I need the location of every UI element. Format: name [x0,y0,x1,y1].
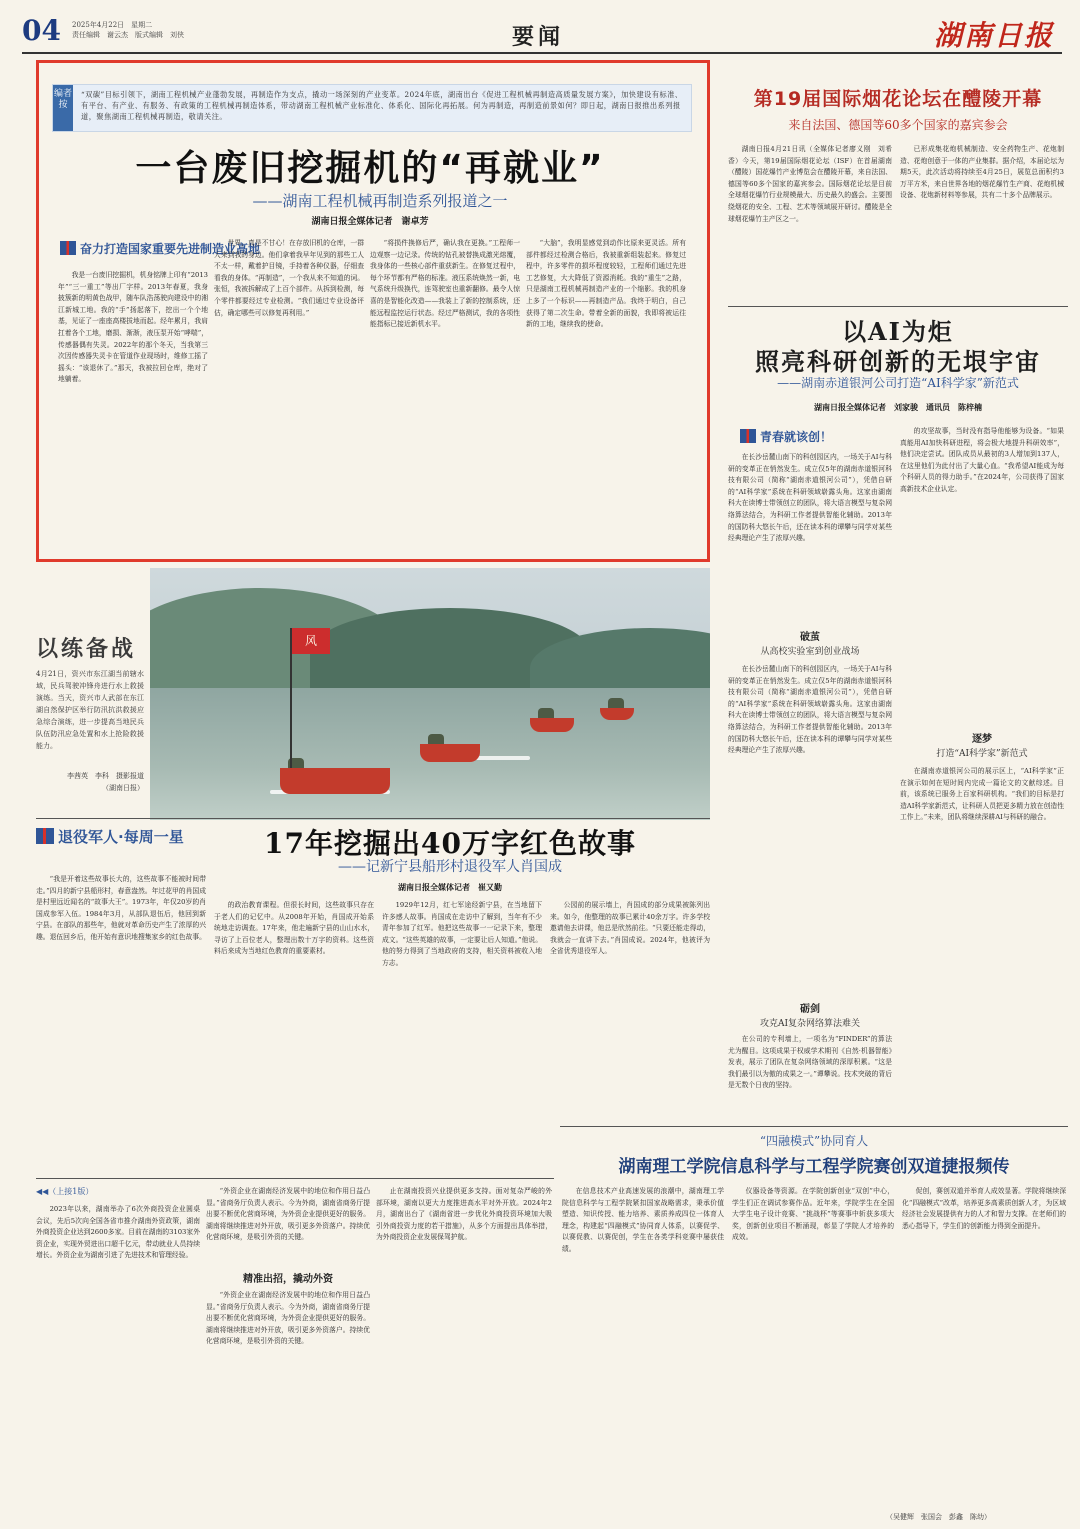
veteran-article-byline: 湖南日报全媒体记者 崔又勤 [398,882,502,892]
ai-article-byline: 湖南日报全媒体记者 刘家骏 通讯员 陈梓楠 [814,402,982,412]
veteran-column-2: 的政治教育课程。但很长时间，这些故事只存在于老人们的记忆中。从2008年开始，肖国成开始系统地走访调查。17年来，他走遍新宁县的山山水水，寻访了上百位老人，整理出数十万字的资料。这些资料后来成为当地红色教育的重要素材。 [214,901,374,956]
section-title: 要闻 [512,24,565,50]
divider [560,1126,1068,1127]
continued-column-2b: “外资企业在湖南经济发展中的地位和作用日益凸显。”省商务厅负责人表示。今为外商，湖南省商务厅提出要不断优化营商环境，为外资企业提供更好的服务。湖南将继续推进对外开放，吸引更多外资落户。持续优化营商环境，是吸引外资的关键。 [206,1291,370,1346]
section-emblem-icon [36,828,54,844]
photo-side-title: 以练备战 [36,637,137,662]
lead-article-column-4: “大脑”，我明显感觉到动作比原来更灵活。所有部件都经过检测合格后，我被重新组装起来。修复过程中，许多零件的损坏程度较轻，工程师们通过先进工艺修复，大大降低了资源消耗。我的“重生”之路，只是湖南工程机械再制造产业的一个缩影。我的机身上多了一个标识——再制造产品。我终于明白，自己获得了第二次生命。带着全新的面貌，我即将被运往新的工地，继续我的使命。 [526,239,686,329]
lead-article-title: 一台废旧挖掘机的“再就业” [135,148,605,189]
divider [36,818,710,819]
continued-column-2a: “外资企业在湖南经济发展中的地位和作用日益凸显。”省商务厅负责人表示。今为外商，湖南省商务厅提出要不断优化营商环境，为外资企业提供更好的服务。湖南将继续推进对外开放，吸引更多外资落户。持续优化营商环境，是吸引外资的关键。 [206,1187,370,1242]
divider [36,1178,554,1179]
ai-column-3: 在长沙岳麓山南下的科创园区内，一场关于AI与科研的变革正在悄然发生。成立仅5年的湖南赤道银河科技有限公司（简称“湖南赤道银河公司”），凭借自研的“AI科学家”系统在科研领域崭露头角。这家由湖南科大在读博士带领创立的团队，将大语言模型与复杂网络算法结合，为科研工作者提供智能化辅助。2013年的国防科大悠长午后，还在读本科的谭攀与同学对某些经典理论产生了浓厚兴趣。 [728,665,892,755]
college-article-kicker: “四融模式”协同育人 [759,1134,869,1148]
newspaper-logo: 湖南日报 [933,19,1054,52]
ai-column-1: 在长沙岳麓山南下的科创园区内，一场关于AI与科研的变革正在悄然发生。成立仅5年的湖南赤道银河科技有限公司（简称“湖南赤道银河公司”），凭借自研的“AI科学家”系统在科研领域崭露头角。这家由湖南科大在读博士带领创立的团队，将大语言模型与复杂网络算法结合，为科研工作者提供智能化辅助。2013年的国防科大悠长午后，还在读本科的谭攀与同学对某些经典理论产生了浓厚兴趣。 [728,453,892,543]
ai-heading-zhu-meng: 逐梦 [972,734,992,745]
college-column-2: 仪器设备等资源。在学院创新创业“双创”中心，学生们正在调试参赛作品。近年来，学院学生在全国大学生电子设计竞赛、“挑战杯”等赛事中斩获多项大奖，创新创业项目不断涌现，彰显了学院人才培养的成效。 [732,1187,894,1242]
ai-section-head [740,428,832,445]
date-line [72,20,184,40]
college-article-title: 湖南理工学院信息科学与工程学院赛创双道捷报频传 [618,1157,1010,1177]
ai-heading-po-jian: 破茧 [800,632,820,643]
veteran-column-4: 公园前的展示墙上，肖国成的部分成果被陈列出来。如今，他整理的故事已累计40余万字。许多学校邀请他去讲课，他总是欣然前往。“只要还能走得动，我就会一直讲下去。”肖国成说。2024年，他被评为全省优秀退役军人。 [550,901,710,956]
photo-boat [530,718,574,732]
continued-from-label: ◀◀（上接1版） [36,1187,94,1196]
lead-article-subtitle: ——湖南工程机械再制造系列报道之一 [252,192,508,210]
lead-article-column-3: “将损件换修后严，确认我在更换。”工程师一边观察一边记录。传统的钻孔被替换成激光熔覆，我身体的一些核心部件重获新生。在修复过程中，每个环节都有严格的标准。液压系统焕然一新，电气系统升级换代，连驾驶室也重新翻修。最令人惊喜的是智能化改造——我装上了新的控制系统，还能远程监控运行状态。经过严格测试，我的各项性能指标已接近新机水平。 [370,239,520,329]
veteran-column-1: “我是开着这些故事长大的，这些故事不能被时间带走。”四月的新宁县船形村，春意盎然。年过花甲的肖国成是村里远近闻名的“故事大王”。1973年，年仅20岁的肖国成参军入伍。1984年3月，从部队退伍后，他回到新宁县。在部队的那些年，他就对革命历史产生了浓厚的兴趣。退伍回乡后，他开始有意识地搜集家乡的红色故事。 [36,875,206,941]
photo-caption: 4月21日，资兴市东江湖当前辖水域，民兵驾驶冲锋舟进行水上救援演练。当天，资兴市人武部在东江湖自然保护区举行防汛抗洪救援应急综合演练，进一步提高当地民兵队伍防汛应急处置和水上抢险救援能力。 [36,670,144,750]
photo-boat [420,744,480,762]
lead-section-head-text: 奋力打造国家重要先进制造业高地 [80,242,261,256]
ai-article-title-line-1: 以AI为炬 [842,317,954,346]
lead-article-column-1: 我是一台废旧挖掘机，机身铭牌上印有“2013年”“三一重工”等出厂字样。2013年春夏，我身披簇新的明黄色战甲，随车队浩荡驶向建设中的湘江新城工地。我的“手”扬起落下，挖出一个个地基，见证了一座座高楼拔地而起。经年累月，我肩扛着各个工地，磨损、渐渐，液压泵开始“哮喘”，传感器偶有失灵。2022年的那个冬天，当我第三次因传感器失灵卡在管道作业现场时，维修工摇了摇头：“该退休了。”那天，我被拉回仓库，绝对了地躺着。 [58,271,208,384]
masthead [22,16,1062,54]
photo-credit-source: （湖南日报） [102,784,144,792]
news-photo-boat-drill [150,568,710,820]
divider [728,306,1068,307]
college-article-credit: （吴健辉 张国会 彭鑫 陈幼） [886,1513,991,1521]
veteran-article-subtitle: ——记新宁县船形村退役军人肖国成 [338,859,562,875]
photo-boat [600,708,634,720]
veteran-column-3: 1929年12月，红七军途经新宁县，在当地留下许多感人故事。肖国成在走访中了解到，当年有不少青年参加了红军。他把这些故事一一记录下来，整理成文。“这些英雄的故事，一定要让后人知道。”他说。他的努力得到了当地政府的支持，相关资料被收入地方志。 [382,901,542,967]
photo-credit [36,770,144,794]
college-column-3: 促创，赛创双道并举育人成效显著。学院将继续深化“四融模式”改革，培养更多高素质创新人才，为区域经济社会发展提供有力的人才和智力支撑。在老师们的悉心指导下，学生们的创新能力得到全面提升。 [902,1187,1066,1230]
ai-article-subtitle: ——湖南赤道银河公司打造“AI科学家”新范式 [777,376,1019,390]
ai-heading-zhu-meng-sub: 打造“AI科学家”新范式 [936,749,1028,759]
continued-subheading: 精准出招，撬动外资 [243,1274,333,1285]
photo-credit-names: 李茜英 李科 摄影报道 [67,772,144,780]
fireworks-article-subtitle: 来自法国、德国等60多个国家的嘉宾参会 [788,118,1008,132]
section-emblem-icon [60,241,76,255]
photo-flag: 风 [292,628,330,654]
editor-note-tag: 编者按 [53,85,73,131]
lead-article-column-2: 世界，真是不甘心！在存放旧机的仓库，一群人来到我的身边。他们拿着我早年见到的那些工人不太一样，戴着护目镜，手持着各种仪器，仔细查看我的身体。“再制造”，一个我从来不知道的词。张恒，我被拆解成了上百个部件。从拆到检测，每个零件都要经过专业检测。“我们通过专业设备评估，确定哪些可以修复再利用。” [214,239,364,317]
veteran-section-head [36,826,184,847]
editors-line: 责任编辑 谢云杰 版式编辑 刘侠 [72,31,184,39]
ai-heading-li-jian: 砺剑 [800,1004,820,1015]
ai-column-5: 在公司的专利墙上，一项名为“FINDER”的算法尤为醒目。这项成果于权威学术期刊《自然·机器智能》发表，展示了团队在复杂网络领域的深厚积累。“这是我们最引以为傲的成果之一。”谭攀说。技术突破的背后是无数个日夜的坚持。 [728,1035,892,1090]
lead-article-byline: 湖南日报全媒体记者 谢卓芳 [311,217,429,227]
college-column-1: 在信息技术产业高速发展的浪潮中，湖南理工学院信息科学与工程学院紧扣国家战略需求，秉承价值塑造、知识传授、能力培养、素质养成四位一体育人理念，构建起“四融模式”协同育人体系，以赛促学、以赛促教、以赛促创，学生在各类学科竞赛中屡获佳绩。 [562,1187,724,1253]
ai-section-head-text: 青春就该创！ [760,430,833,444]
fireworks-article-title: 第19届国际烟花论坛在醴陵开幕 [753,88,1043,110]
publication-date: 2025年4月22日 星期二 [72,21,153,29]
veteran-article-title: 17年挖掘出40万字红色故事 [264,827,636,860]
ai-column-4: 在湖南赤道银河公司的展示区上，“AI科学家”正在演示如何在短时间内完成一篇论文的文献综述。目前，该系统已服务上百家科研机构。“我们的目标是打造AI科学家新范式，让科研人员把更多精力放在创造性工作上。”未来，团队将继续深耕AI与科研的融合。 [900,767,1064,822]
ai-column-2: 的攻坚故事，当时没有指导他能够为设备。“如果真能用AI加快科研进程，将会极大地提升科研效率”，他们决定尝试。团队成员从最初的3人增加到137人，在这里他们为此付出了大量心血。“我希望AI能成为每个科研人员的得力助手。”在2024年，公司获得了国家高新技术企业认定。 [900,427,1064,493]
editor-note-text: “双碳”目标引领下，湖南工程机械产业蓬勃发展，再制造作为支点，撬动一场深刻的产业变革。2024年底，湖南出台《促进工程机械再制造高质量发展方案》，加快建设有标准、有平台、有产业、有服务、有政策的工程机械再制造体系，带动湖南工程机械产业标准化、体系化、国际化再拓展。何为再制造，再制造前景如何？即日起，湖南日报推出系列报道，聚焦湖南工程机械再制造，敬请关注。 [81,90,683,121]
continued-column-1: 2023年以来，湖南举办了6次外商投资企业圆桌会议，先后5次向全国各省市推介湖南外资政策，湖南外商投资企业达到2600多家。目前在湖南的3103家外资企业，实现外贸进出口超千亿元，带动就业人员持续增长。外资企业为湖南引进了先进技术和管理经验。 [36,1205,200,1260]
veteran-section-head-text: 退役军人·每周一星 [58,828,184,846]
ai-heading-li-jian-sub: 攻克AI复杂网络算法难关 [759,1019,861,1029]
fireworks-column-2: 已形成集花炮机械制造、安全药物生产、花炮制造、花炮创意于一体的产业集群。据介绍，本届论坛为期5天，此次活动将持续至4月25日，展览总面积约3万平方米，来自世界各地的烟花爆竹生产商、花炮机械设备、花炮新材料等参展，共有二十多个品牌展示。 [900,145,1064,200]
ai-article-title-line-2: 照亮科研创新的无垠宇宙 [755,347,1041,376]
editor-note-box [52,84,692,132]
fireworks-column-1: 湖南日报4月21日讯（全媒体记者廖义刚 刘希香）今天，第19届国际烟花论坛（ISF）在首届湖南（醴陵）国花爆竹产业博览会在醴陵开幕，来自法国、德国等60多个国家的嘉宾参会。国际烟花论坛是目前全球烟花爆竹行业规模最大、历史最久的盛会。主要围绕烟花的安全、工程、艺术等领域展开研讨。醴陵是全球烟花爆竹主产区之一。 [728,145,892,223]
photo-boat [280,768,390,794]
section-emblem-icon [740,429,756,443]
page-number: 04 [22,14,61,47]
continued-column-3: 止在湖南投资兴业提供更多支持。面对复杂严峻的外部环境，湖南以更大力度推进高水平对外开放。2024年2月，湖南出台了《湖南省进一步优化外商投资环境加大吸引外商投资力度的若干措施》，从多个方面提出具体举措，为外商投资企业发展保驾护航。 [376,1187,552,1242]
ai-heading-po-jian-sub: 从高校实验室到创业战场 [760,647,860,657]
